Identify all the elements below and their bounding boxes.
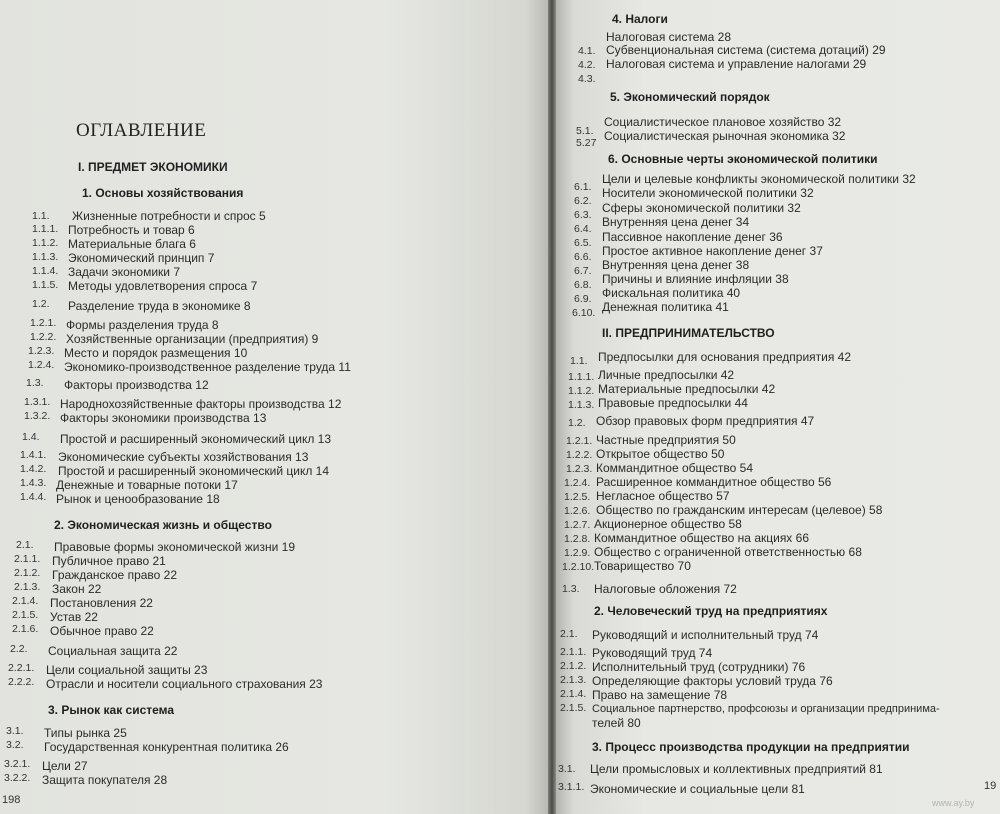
part-2-heading: II. ПРЕДПРИНИМАТЕЛЬСТВО bbox=[602, 326, 775, 340]
toc-entry: Субвенциональная система (система дотаций) 29 bbox=[606, 43, 886, 57]
toc-entry: Обзор правовых форм предприятия 47 bbox=[596, 414, 815, 428]
toc-entry: Место и порядок размещения 10 bbox=[64, 346, 248, 360]
toc-number: 6.8. bbox=[574, 279, 592, 291]
toc-number: 1.2.2. bbox=[566, 449, 593, 461]
toc-number: 1.4. bbox=[22, 431, 40, 443]
toc-entry: Социалистическая рыночная экономика 32 bbox=[604, 129, 846, 143]
toc-entry: Коммандитное общество 54 bbox=[596, 461, 754, 475]
toc-number: 1.1.1. bbox=[568, 371, 595, 383]
toc-number: 1.2.3. bbox=[28, 345, 55, 357]
toc-number: 3.1.1. bbox=[558, 781, 585, 793]
toc-entry: Правовые предпосылки 44 bbox=[598, 396, 748, 410]
toc-number: 1.2.2. bbox=[30, 331, 57, 343]
toc-entry: Цели 27 bbox=[42, 759, 88, 773]
toc-entry: Коммандитное общество на акциях 66 bbox=[594, 531, 809, 545]
toc-entry: Гражданское право 22 bbox=[52, 568, 178, 582]
toc-entry: Расширенное коммандитное общество 56 bbox=[596, 475, 832, 489]
toc-number: 1.2.3. bbox=[566, 463, 593, 475]
chapter-r2-heading: 2. Человеческий труд на предприятиях bbox=[594, 604, 828, 618]
toc-entry: Внутренняя цена денег 38 bbox=[602, 258, 750, 272]
toc-number: 4.2. bbox=[578, 59, 596, 71]
toc-number: 1.1.4. bbox=[32, 265, 59, 277]
toc-entry: Отрасли и носители социального страхования 23 bbox=[46, 677, 323, 691]
toc-entry: Цели и целевые конфликты экономической политики 32 bbox=[602, 172, 916, 186]
toc-entry: Денежная политика 41 bbox=[602, 300, 729, 314]
toc-number: 2.1. bbox=[560, 628, 578, 640]
toc-entry: Общество по гражданским интересам (целевое) 58 bbox=[596, 503, 883, 517]
toc-number: 2.2.1. bbox=[8, 662, 35, 674]
page-title: ОГЛАВЛЕНИЕ bbox=[76, 120, 207, 141]
toc-number: 5.27 bbox=[576, 137, 597, 149]
toc-number: 1.1. bbox=[32, 210, 50, 222]
toc-number: 2.1. bbox=[16, 539, 34, 551]
toc-entry: Устав 22 bbox=[50, 610, 98, 624]
toc-entry: Социальное партнерство, профсоюзы и организации предпринима- bbox=[592, 703, 940, 715]
toc-entry: Экономические и социальные цели 81 bbox=[590, 782, 805, 796]
toc-number: 3.1. bbox=[6, 725, 24, 737]
toc-number: 1.2.8. bbox=[564, 533, 591, 545]
toc-entry: Простое активное накопление денег 37 bbox=[602, 244, 823, 258]
toc-number: 1.1.1. bbox=[32, 223, 59, 235]
toc-number: 6.5. bbox=[574, 237, 592, 249]
toc-entry: Материальные предпосылки 42 bbox=[598, 382, 776, 396]
toc-number: 6.7. bbox=[574, 265, 592, 277]
toc-entry: Налоговые обложения 72 bbox=[594, 582, 737, 596]
toc-number: 2.1.1. bbox=[560, 646, 587, 658]
toc-number: 3.2.2. bbox=[4, 772, 31, 784]
toc-number: 2.1.5. bbox=[560, 702, 587, 714]
toc-number: 1.3. bbox=[562, 583, 580, 595]
chapter-1-heading: 1. Основы хозяйствования bbox=[82, 186, 244, 200]
toc-number: 6.10. bbox=[572, 307, 596, 319]
toc-entry: Типы рынка 25 bbox=[44, 726, 127, 740]
chapter-6-heading: 6. Основные черты экономической политики bbox=[608, 152, 878, 166]
toc-number: 4.3. bbox=[578, 73, 596, 85]
chapter-2-heading: 2. Экономическая жизнь и общество bbox=[54, 518, 272, 532]
toc-entry: Экономические субъекты хозяйствования 13 bbox=[58, 450, 309, 464]
toc-number: 1.3. bbox=[26, 377, 44, 389]
toc-entry: Товарищество 70 bbox=[594, 559, 691, 573]
toc-entry: Открытое общество 50 bbox=[596, 447, 725, 461]
toc-entry: Методы удовлетворения спроса 7 bbox=[68, 279, 258, 293]
toc-number: 3.2.1. bbox=[4, 758, 31, 770]
toc-number: 1.2. bbox=[568, 417, 586, 429]
toc-number: 1.4.4. bbox=[20, 491, 47, 503]
toc-number: 1.4.3. bbox=[20, 477, 47, 489]
toc-entry: Экономико-производственное разделение труда 11 bbox=[64, 360, 351, 374]
chapter-3-heading: 3. Рынок как система bbox=[48, 703, 175, 717]
toc-entry: Определяющие факторы условий труда 76 bbox=[592, 674, 833, 688]
toc-number: 1.2.1. bbox=[30, 317, 57, 329]
toc-number: 1.3.2. bbox=[24, 410, 51, 422]
toc-number: 1.2.9. bbox=[564, 547, 591, 559]
toc-entry: Рынок и ценообразование 18 bbox=[56, 492, 220, 506]
toc-entry: Материальные блага 6 bbox=[68, 237, 196, 251]
toc-entry: Разделение труда в экономике 8 bbox=[68, 299, 251, 313]
toc-number: 1.2.10. bbox=[562, 561, 595, 573]
toc-entry: Правовые формы экономической жизни 19 bbox=[54, 540, 296, 554]
toc-number: 2.1.3. bbox=[14, 581, 41, 593]
toc-number: 1.1.2. bbox=[568, 385, 595, 397]
toc-number: 1.2.4. bbox=[28, 359, 55, 371]
toc-entry: Цели социальной защиты 23 bbox=[46, 663, 208, 677]
toc-number: 2.1.4. bbox=[560, 688, 587, 700]
toc-number: 5.1. bbox=[576, 125, 594, 137]
toc-number: 1.1.3. bbox=[568, 399, 595, 411]
toc-entry: Постановления 22 bbox=[50, 596, 153, 610]
toc-entry: Простой и расширенный экономический цикл 14 bbox=[58, 464, 330, 478]
toc-entry-continuation: телей 80 bbox=[592, 716, 641, 730]
toc-entry: Личные предпосылки 42 bbox=[598, 368, 735, 382]
toc-number: 2.1.2. bbox=[560, 660, 587, 672]
chapter-4-heading: 4. Налоги bbox=[612, 12, 668, 26]
toc-entry: Внутренняя цена денег 34 bbox=[602, 215, 750, 229]
toc-entry: Публичное право 21 bbox=[52, 554, 166, 568]
toc-number: 1.1. bbox=[570, 355, 588, 367]
chapter-5-heading: 5. Экономический порядок bbox=[610, 90, 770, 104]
toc-number: 6.4. bbox=[574, 223, 592, 235]
toc-entry: Денежные и товарные потоки 17 bbox=[56, 478, 238, 492]
toc-entry: Факторы экономики производства 13 bbox=[60, 411, 267, 425]
toc-number: 6.3. bbox=[574, 209, 592, 221]
toc-number: 2.1.6. bbox=[12, 623, 39, 635]
page-number: 19 bbox=[984, 780, 997, 792]
toc-entry: Предпосылки для основания предприятия 42 bbox=[598, 350, 852, 364]
toc-entry: Государственная конкурентная политика 26 bbox=[44, 740, 289, 754]
toc-number: 3.1. bbox=[558, 763, 576, 775]
toc-number: 1.3.1. bbox=[24, 396, 51, 408]
toc-entry: Негласное общество 57 bbox=[596, 489, 730, 503]
part-1-heading: I. ПРЕДМЕТ ЭКОНОМИКИ bbox=[78, 160, 228, 174]
toc-entry: Налоговая система и управление налогами 29 bbox=[606, 57, 867, 71]
toc-entry: Формы разделения труда 8 bbox=[66, 318, 219, 332]
toc-number: 6.9. bbox=[574, 293, 592, 305]
toc-entry: Простой и расширенный экономический цикл 13 bbox=[60, 432, 332, 446]
toc-number: 6.1. bbox=[574, 181, 592, 193]
toc-number: 2.2. bbox=[10, 643, 28, 655]
toc-number: 1.4.2. bbox=[20, 463, 47, 475]
toc-entry: Исполнительный труд (сотрудники) 76 bbox=[592, 660, 806, 674]
toc-number: 2.1.5. bbox=[12, 609, 39, 621]
chapter-r3-heading: 3. Процесс производства продукции на предприятии bbox=[592, 740, 910, 754]
toc-entry: Защита покупателя 28 bbox=[42, 773, 168, 787]
toc-number: 1.2.4. bbox=[564, 477, 591, 489]
toc-number: 1.2.7. bbox=[564, 519, 591, 531]
toc-entry: Пассивное накопление денег 36 bbox=[602, 230, 783, 244]
toc-entry: Социальная защита 22 bbox=[48, 644, 178, 658]
toc-number: 2.1.2. bbox=[14, 567, 41, 579]
toc-number: 1.2.6. bbox=[564, 505, 591, 517]
toc-entry: Акционерное общество 58 bbox=[594, 517, 742, 531]
toc-entry: Фискальная политика 40 bbox=[602, 286, 741, 300]
toc-number: 6.2. bbox=[574, 195, 592, 207]
toc-number: 1.2.5. bbox=[564, 491, 591, 503]
toc-entry: Обычное право 22 bbox=[50, 624, 154, 638]
right-page bbox=[556, 0, 1000, 814]
toc-entry: Задачи экономики 7 bbox=[68, 265, 181, 279]
toc-number: 1.2. bbox=[32, 298, 50, 310]
toc-entry: Цели промысловых и коллективных предприятий 81 bbox=[590, 762, 883, 776]
toc-entry: Экономический принцип 7 bbox=[68, 251, 215, 265]
book-gutter bbox=[548, 0, 556, 814]
toc-entry: Потребность и товар 6 bbox=[68, 223, 195, 237]
toc-entry: Причины и влияние инфляции 38 bbox=[602, 272, 789, 286]
toc-number: 6.6. bbox=[574, 251, 592, 263]
toc-entry: Сферы экономической политики 32 bbox=[602, 201, 801, 215]
toc-number: 3.2. bbox=[6, 739, 24, 751]
toc-number: 1.2.1. bbox=[566, 435, 593, 447]
page-number: 198 bbox=[2, 794, 21, 806]
toc-entry: Народнохозяйственные факторы производства 12 bbox=[60, 397, 342, 411]
toc-entry: Частные предприятия 50 bbox=[596, 433, 736, 447]
toc-entry: Общество с ограниченной ответственностью 68 bbox=[594, 545, 862, 559]
toc-number: 4.1. bbox=[578, 45, 596, 57]
toc-entry: Социалистическое плановое хозяйство 32 bbox=[604, 115, 842, 129]
toc-number: 2.1.3. bbox=[560, 674, 587, 686]
toc-number: 1.4.1. bbox=[20, 449, 47, 461]
toc-entry: Жизненные потребности и спрос 5 bbox=[72, 209, 266, 223]
toc-entry: Закон 22 bbox=[52, 582, 102, 596]
watermark: www.ay.by bbox=[932, 798, 975, 808]
toc-number: 2.2.2. bbox=[8, 676, 35, 688]
toc-number: 2.1.1. bbox=[14, 553, 41, 565]
toc-entry: Хозяйственные организации (предприятия) 9 bbox=[66, 332, 319, 346]
toc-entry: Право на замещение 78 bbox=[592, 688, 728, 702]
toc-entry: Руководящий труд 74 bbox=[592, 646, 713, 660]
toc-entry: Налоговая система 28 bbox=[606, 30, 732, 44]
toc-entry: Руководящий и исполнительный труд 74 bbox=[592, 628, 819, 642]
toc-number: 1.1.5. bbox=[32, 279, 59, 291]
toc-entry: Факторы производства 12 bbox=[64, 378, 209, 392]
toc-number: 1.1.3. bbox=[32, 251, 59, 263]
toc-entry: Носители экономической политики 32 bbox=[602, 186, 814, 200]
toc-number: 2.1.4. bbox=[12, 595, 39, 607]
toc-number: 1.1.2. bbox=[32, 237, 59, 249]
